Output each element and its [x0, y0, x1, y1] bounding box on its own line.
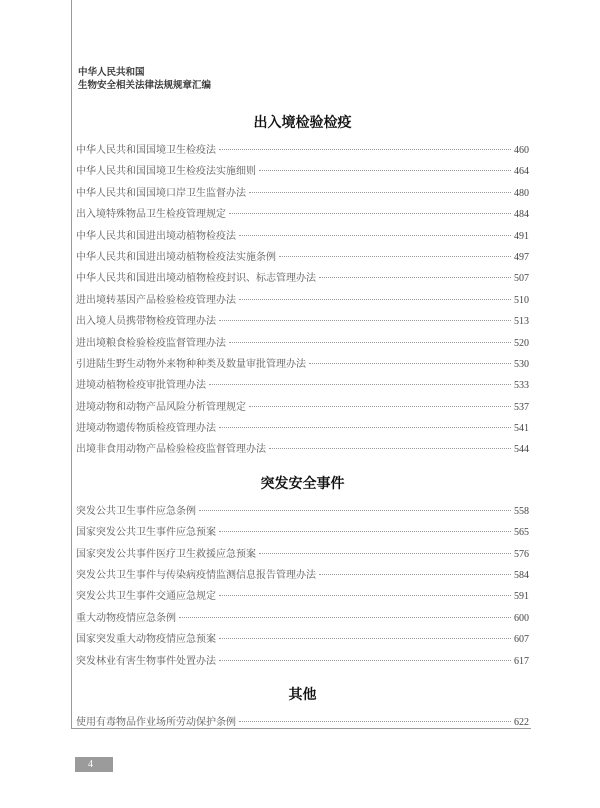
- dot-leader: [219, 660, 511, 661]
- dot-leader: [219, 531, 511, 532]
- toc-entry[interactable]: [76, 311, 529, 332]
- book-title-line-2: 生物安全相关法律法规规章汇编: [78, 80, 212, 91]
- toc-entry-page-number: 480: [514, 187, 529, 199]
- toc-entry-title: 引进陆生野生动物外来物种种类及数量审批管理办法: [76, 358, 306, 370]
- dot-leader: [219, 595, 511, 596]
- toc-entry-title: 进境动植物检疫审批管理办法: [76, 380, 206, 392]
- toc-entry-title: 出入境特殊物品卫生检疫管理规定: [76, 209, 226, 221]
- toc-entry[interactable]: [76, 204, 529, 225]
- toc-entry[interactable]: [76, 375, 529, 396]
- toc-entry-title: 中华人民共和国进出境动植物检疫法实施条例: [76, 251, 276, 263]
- section-gap: [76, 672, 529, 684]
- toc-entry[interactable]: [76, 226, 529, 247]
- toc-entry[interactable]: [76, 544, 529, 565]
- toc-entry-page-number: 513: [514, 316, 529, 328]
- section-entry-list: [76, 712, 529, 733]
- dot-leader: [219, 149, 511, 150]
- toc-entry-title: 中华人民共和国国境卫生检疫法: [76, 145, 216, 156]
- toc-entry[interactable]: [76, 712, 529, 733]
- toc-entry-title: 出境非食用动物产品检验检疫监督管理办法: [76, 444, 266, 456]
- dot-leader: [319, 277, 511, 278]
- book-title-line-1: 中华人民共和国: [78, 67, 145, 78]
- section-entry-list: [76, 501, 529, 672]
- toc-entry-page-number: 537: [514, 401, 529, 413]
- toc-entry[interactable]: [76, 522, 529, 543]
- toc-entry-title: 国家突发公共事件医疗卫生救援应急预案: [76, 548, 256, 560]
- dot-leader: [279, 256, 511, 257]
- toc-entry-page-number: 541: [514, 423, 529, 435]
- dot-leader: [219, 320, 511, 321]
- toc-entry-title: 使用有毒物品作业场所劳动保护条例: [76, 716, 236, 728]
- toc-entry-title: 重大动物疫情应急条例: [76, 612, 176, 624]
- dot-leader: [239, 721, 511, 722]
- toc-entry-page-number: 507: [514, 273, 529, 285]
- section-gap: [76, 461, 529, 473]
- toc-entry-page-number: 491: [514, 230, 529, 242]
- toc-entry-page-number: 584: [514, 570, 529, 582]
- toc-entry[interactable]: [76, 333, 529, 354]
- dot-leader: [249, 192, 511, 193]
- toc-entry[interactable]: [76, 629, 529, 650]
- toc-entry-page-number: 607: [514, 634, 529, 646]
- dot-leader: [319, 574, 511, 575]
- toc-entry[interactable]: [76, 439, 529, 460]
- dot-leader: [239, 235, 511, 236]
- dot-leader: [219, 427, 511, 428]
- table-of-contents: [76, 112, 529, 733]
- dot-leader: [229, 213, 511, 214]
- toc-entry-title: 进境动物遗传物质检疫管理办法: [76, 423, 216, 435]
- dot-leader: [269, 448, 511, 449]
- dot-leader: [309, 363, 511, 364]
- toc-entry-title: 进出境转基因产品检验检疫管理办法: [76, 294, 236, 306]
- toc-entry[interactable]: [76, 501, 529, 522]
- toc-entry[interactable]: [76, 140, 529, 161]
- toc-entry[interactable]: [76, 586, 529, 607]
- dot-leader: [249, 406, 511, 407]
- dot-leader: [219, 638, 511, 639]
- toc-entry-page-number: 600: [514, 612, 529, 624]
- toc-entry-page-number: 617: [514, 655, 529, 667]
- dot-leader: [259, 170, 511, 171]
- toc-entry-page-number: 622: [514, 716, 529, 728]
- toc-entry-title: 突发公共卫生事件应急条例: [76, 505, 196, 517]
- toc-entry[interactable]: [76, 608, 529, 629]
- toc-entry-page-number: 497: [514, 251, 529, 263]
- toc-entry-page-number: 464: [514, 166, 529, 178]
- page-number-badge: 4: [75, 757, 113, 772]
- toc-entry[interactable]: [76, 354, 529, 375]
- dot-leader: [239, 299, 511, 300]
- toc-entry-page-number: 565: [514, 527, 529, 539]
- toc-entry-title: 中华人民共和国进出境动植物检疫法: [76, 230, 236, 242]
- book-title: [78, 66, 211, 92]
- toc-entry-title: 中华人民共和国国境卫生检疫法实施细则: [76, 166, 256, 178]
- toc-entry[interactable]: [76, 183, 529, 204]
- toc-entry-page-number: 576: [514, 548, 529, 560]
- section-title: 其他: [288, 686, 317, 703]
- toc-entry[interactable]: [76, 651, 529, 672]
- toc-entry-title: 中华人民共和国进出境动植物检疫封识、标志管理办法: [76, 273, 316, 285]
- toc-entry-title: 突发公共卫生事件交通应急规定: [76, 591, 216, 603]
- toc-entry-page-number: 591: [514, 591, 529, 603]
- dot-leader: [199, 510, 511, 511]
- toc-entry-title: 突发林业有害生物事件处置办法: [76, 655, 216, 667]
- toc-entry-title: 国家突发公共卫生事件应急预案: [76, 527, 216, 539]
- toc-entry-page-number: 530: [514, 358, 529, 370]
- toc-entry[interactable]: [76, 247, 529, 268]
- toc-entry-title: 进出境粮食检验检疫监督管理办法: [76, 337, 226, 349]
- dot-leader: [209, 384, 511, 385]
- toc-entry-page-number: 544: [514, 444, 529, 456]
- toc-entry[interactable]: [76, 397, 529, 418]
- toc-entry-page-number: 460: [514, 145, 529, 156]
- toc-entry-title: 出入境人员携带物检疫管理办法: [76, 316, 216, 328]
- toc-entry-title: 突发公共卫生事件与传染病疫情监测信息报告管理办法: [76, 570, 316, 582]
- toc-entry-page-number: 558: [514, 505, 529, 517]
- toc-entry[interactable]: [76, 290, 529, 311]
- section-title: 出入境检验检疫: [253, 115, 352, 131]
- toc-entry[interactable]: [76, 418, 529, 439]
- dot-leader: [179, 617, 511, 618]
- section-title: 突发安全事件: [260, 475, 345, 492]
- toc-entry-page-number: 520: [514, 337, 529, 349]
- toc-entry[interactable]: [76, 161, 529, 182]
- toc-entry-page-number: 484: [514, 209, 529, 221]
- footer-rule: [71, 728, 531, 729]
- dot-leader: [229, 342, 511, 343]
- dot-leader: [259, 553, 511, 554]
- section-entry-list: [76, 140, 529, 461]
- toc-entry[interactable]: [76, 565, 529, 586]
- left-margin-rule: [71, 0, 72, 728]
- toc-entry-page-number: 533: [514, 380, 529, 392]
- toc-entry[interactable]: [76, 268, 529, 289]
- toc-entry-page-number: 510: [514, 294, 529, 306]
- toc-entry-title: 国家突发重大动物疫情应急预案: [76, 634, 216, 646]
- toc-entry-title: 进境动物和动物产品风险分析管理规定: [76, 401, 246, 413]
- toc-entry-title: 中华人民共和国国境口岸卫生监督办法: [76, 187, 246, 199]
